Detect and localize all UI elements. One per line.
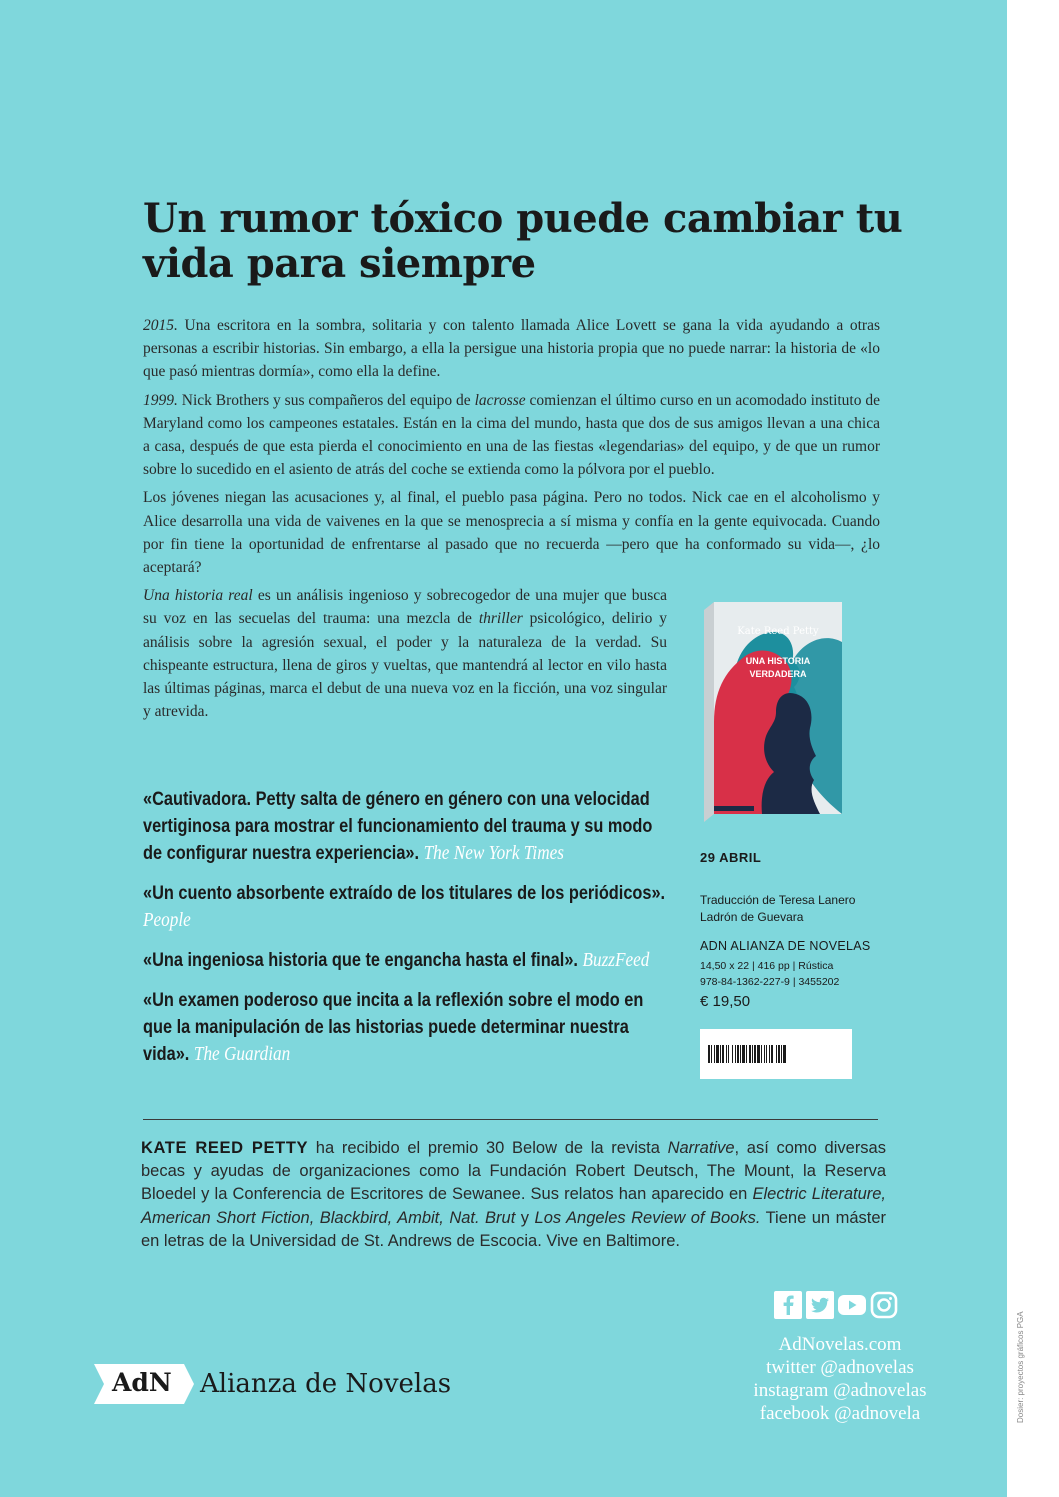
year-2015: 2015. xyxy=(143,317,178,334)
youtube-icon[interactable] xyxy=(838,1291,866,1319)
barcode xyxy=(700,1029,852,1079)
website-link[interactable]: AdNovelas.com xyxy=(778,1334,902,1355)
facebook-link[interactable]: facebook @adnovela xyxy=(759,1403,921,1424)
quote-text: «Un examen poderoso que incita a la reflexión sobre el modo en que la manipulación de las historias puede determinar nuestra vida». xyxy=(143,990,644,1065)
headline: Un rumor tóxico puede cambiar tu vida para siempre xyxy=(143,195,903,287)
author-name: KATE REED PETTY xyxy=(141,1139,309,1157)
cover-title-line-2: VERDADERA xyxy=(749,669,807,679)
book-cover-art xyxy=(704,602,842,822)
publisher-name: Alianza de Novelas xyxy=(200,1369,452,1399)
twitter-icon[interactable] xyxy=(806,1291,834,1319)
synopsis-text: Nick Brothers y sus compañeros del equipo de xyxy=(177,391,475,409)
collection-name: ADN ALIANZA DE NOVELAS xyxy=(700,939,871,953)
press-quotes xyxy=(143,786,666,1081)
bio-text: ha recibido el premio 30 Below de la revista xyxy=(308,1139,668,1157)
quote-text: «Un cuento absorbente extraído de los titulares de los periódicos». xyxy=(143,883,666,904)
book-title-italic: Una historia real xyxy=(143,587,253,605)
synopsis-italic: thriller xyxy=(478,610,523,628)
price: € 19,50 xyxy=(700,993,751,1010)
book-cover xyxy=(704,602,842,822)
facebook-icon[interactable] xyxy=(774,1291,802,1319)
book-specs xyxy=(700,958,890,990)
synopsis-text: comienzan el último curso en un acomodado instituto de Maryland como los campeones estatales. Están en la cima del mundo, hasta que dos de sus amigos llevan a una chica a casa, después de que esta pierda el conocimiento en una de las fiestas «legendarias» del equipo, y de que un rumor sobre lo sucedido en el asiento de atrás del coche se extienda como la pólvora por el pueblo. xyxy=(143,391,881,479)
author-bio xyxy=(141,1137,886,1253)
quote-source: BuzzFeed xyxy=(582,949,650,971)
quote-text: «Una ingeniosa historia que te engancha hasta el final». xyxy=(143,950,578,971)
twitter-link[interactable]: twitter @adnovelas xyxy=(766,1357,914,1378)
instagram-icon[interactable] xyxy=(870,1291,898,1319)
synopsis-text: Una escritora en la sombra, solitaria y con talento llamada Alice Lovett se gana la vida ayudando a otras personas a escribir historias. Sin embargo, a ella la persigue una historia propia que no puede narrar: la historia de «lo que pasó mientras dormía», como ella la define. xyxy=(143,317,880,381)
contact-links xyxy=(730,1333,950,1425)
synopsis-text: es un análisis ingenioso y sobrecogedor de una mujer que busca su voz en las secuelas del trauma: una mezcla de xyxy=(143,587,667,628)
bio-text: , así como diversas becas y ayudas de organizaciones como la Fundación Robert Deutsch, The Mount, la Reserva Bloedel y la Conferencia de Escritores de Sewanee. Sus relatos han aparecido en xyxy=(141,1139,886,1204)
synopsis-italic: lacrosse xyxy=(474,391,526,409)
isbn: 978-84-1362-227-9 | 3455202 xyxy=(700,976,840,988)
cover-author: Kate Reed Petty xyxy=(737,626,819,637)
publisher-logo xyxy=(94,1364,451,1404)
press-quote xyxy=(143,786,673,867)
format-specs: 14,50 x 22 | 416 pp | Rústica xyxy=(700,960,834,972)
release-date: 29 ABRIL xyxy=(700,850,762,865)
translation-credit: Traducción de Teresa Lanero Ladrón de Guevara xyxy=(700,893,856,924)
synopsis-text: Los jóvenes niegan las acusaciones y, al final, el pueblo pasa página. Pero no todos. Nick cae en el alcoholismo y Alice desarrolla una vida de vaivenes en la que se menosprecia a sí misma y confía en la gente equivocada. Cuando por fin tiene la oportunidad de enfrentarse al pasado que no recuerda —pero que ha conformado su vida—, ¿lo aceptará? xyxy=(143,489,880,577)
quote-source: The New York Times xyxy=(423,842,564,864)
quote-source: The Guardian xyxy=(193,1043,291,1065)
year-1999: 1999. xyxy=(143,391,178,409)
press-quote xyxy=(143,947,673,974)
logo-badge-text: AdN xyxy=(112,1368,172,1397)
bio-italic: Narrative xyxy=(667,1139,735,1157)
book-info xyxy=(700,850,890,1020)
press-quote xyxy=(143,987,673,1068)
bio-italic: Electric Literature, American Short Fiction, Blackbird, Ambit, Nat. Brut xyxy=(141,1185,887,1227)
synopsis-text: psicológico, delirio y análisis sobre la agresión sexual, el poder y la naturaleza de la verdad. Su chispeante estructura, llena de giros y vueltas, que mantendrá al lector en vilo hasta las últimas páginas, marca el debut de una nueva voz en la ficción, una voz singular y atrevida. xyxy=(143,610,667,721)
divider xyxy=(143,1119,878,1120)
synopsis-paragraph xyxy=(143,486,880,579)
side-credit: Dosier: proyectos gráficos PGA xyxy=(1016,1311,1025,1423)
synopsis-paragraph xyxy=(143,389,880,482)
cover-title-line-1: UNA HISTORIA xyxy=(745,656,811,666)
instagram-link[interactable]: instagram @adnovelas xyxy=(753,1380,927,1401)
bio-italic: Los Angeles Review of Books. xyxy=(534,1208,761,1227)
synopsis-paragraph xyxy=(143,314,880,384)
bio-text: y xyxy=(515,1208,535,1227)
quote-source: People xyxy=(143,909,191,931)
bio-text: Tiene un máster en letras de la Universidad de St. Andrews de Escocia. Vive en Baltimore. xyxy=(141,1208,886,1250)
social-icons xyxy=(774,1291,898,1321)
synopsis-paragraph xyxy=(143,584,667,723)
barcode-icon xyxy=(700,1029,852,1079)
press-quote xyxy=(143,880,673,934)
quote-text: «Cautivadora. Petty salta de género en género con una velocidad vertiginosa para mostrar el funcionamiento del trauma y su modo de configurar nuestra experiencia». xyxy=(143,789,653,864)
logo-badge xyxy=(94,1364,194,1404)
